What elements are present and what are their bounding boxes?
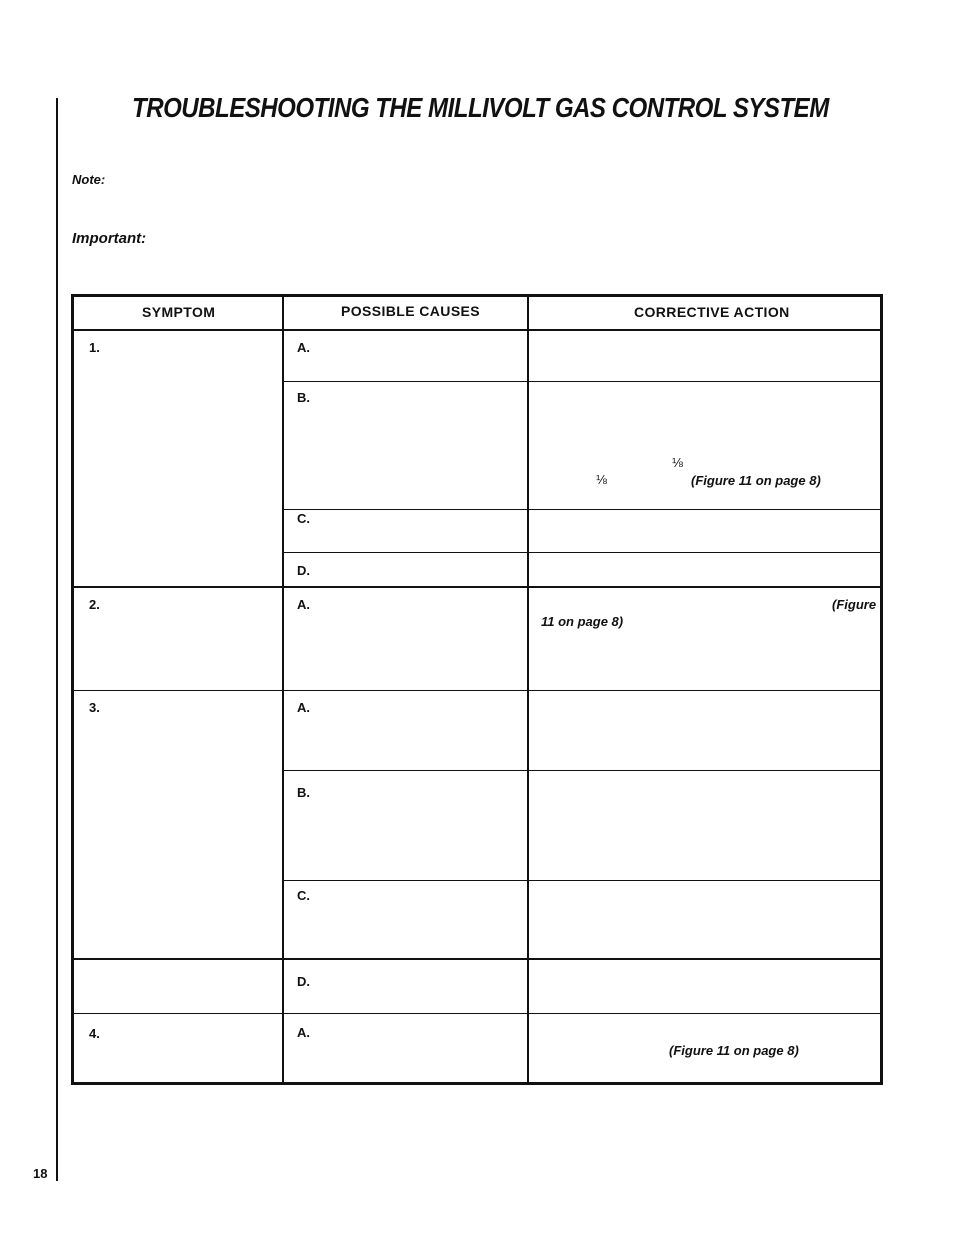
cause-2a: A. (297, 597, 310, 612)
cause-1b: B. (297, 390, 310, 405)
fraction-one-eighth-1: ⅛ (672, 455, 683, 470)
cause-3a: A. (297, 700, 310, 715)
header-divider (71, 329, 883, 331)
cause-4a: A. (297, 1025, 310, 1040)
header-symptom: SYMPTOM (142, 304, 216, 320)
figure-reference-3: (Figure 11 on page 8) (669, 1043, 799, 1058)
cause-separator-1b (282, 509, 883, 510)
fraction-one-eighth-2: ⅛ (596, 472, 607, 487)
symptom-1: 1. (89, 340, 100, 355)
row-separator-4 (71, 1013, 883, 1014)
page-title: TROUBLESHOOTING THE MILLIVOLT GAS CONTROL SYSTEM (132, 92, 829, 123)
page-number: 18 (33, 1166, 48, 1181)
row-separator-2 (71, 690, 883, 691)
symptom-2: 2. (89, 597, 100, 612)
row-separator-1 (71, 586, 883, 588)
cause-separator-3b (282, 880, 883, 881)
figure-reference-1: (Figure 11 on page 8) (691, 473, 821, 488)
margin-rule (56, 98, 58, 1180)
table-border-bottom (71, 1082, 883, 1085)
cause-3b: B. (297, 785, 310, 800)
header-possible-causes: POSSIBLE CAUSES (341, 303, 481, 319)
cause-3c: C. (297, 888, 310, 903)
important-label: Important: (72, 230, 147, 247)
troubleshooting-table (71, 294, 883, 1085)
cause-1d: D. (297, 563, 310, 578)
cause-1c: C. (297, 511, 310, 526)
symptom-3: 3. (89, 700, 100, 715)
table-border-top (71, 294, 883, 297)
symptom-4: 4. (89, 1026, 100, 1041)
figure-reference-2-part1: (Figure (832, 597, 877, 612)
page-number-rule (56, 1163, 58, 1181)
row-separator-3 (71, 958, 883, 960)
cause-separator-3a (282, 770, 883, 771)
cause-1a: A. (297, 340, 310, 355)
note-label: Note: (72, 172, 106, 187)
cause-separator-1a (282, 381, 883, 382)
cause-3d: D. (297, 974, 310, 989)
cause-separator-1c (282, 552, 883, 553)
header-corrective-action: CORRECTIVE ACTION (634, 304, 790, 320)
figure-reference-2-part2: 11 on page 8) (541, 614, 624, 629)
